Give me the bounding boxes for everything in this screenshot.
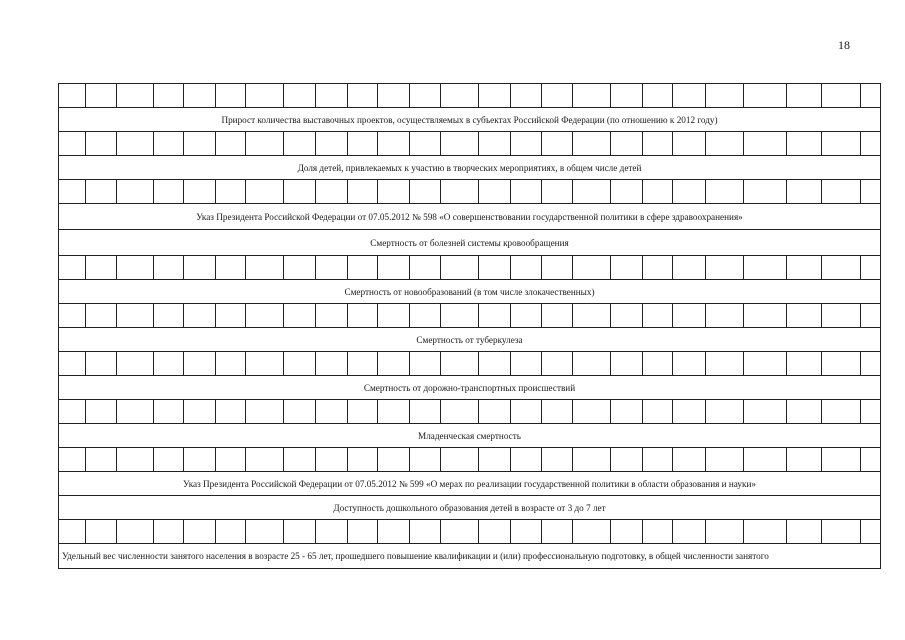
column-divider: [153, 520, 154, 543]
column-divider: [705, 304, 706, 327]
column-divider: [610, 448, 611, 471]
column-divider: [440, 132, 441, 155]
column-divider: [245, 304, 246, 327]
section-label-row: [59, 230, 880, 256]
empty-grid-row: [59, 448, 880, 472]
column-divider: [705, 448, 706, 471]
empty-grid-row: [59, 400, 880, 424]
column-divider: [541, 304, 542, 327]
column-divider: [510, 400, 511, 423]
row-label: Указ Президента Российской Федерации от 07.05.2012 № 598 «О совершенствовании государственной политики в сфере здравоохранения»: [196, 211, 743, 222]
column-divider: [642, 256, 643, 279]
column-divider: [610, 400, 611, 423]
column-divider: [183, 400, 184, 423]
column-divider: [440, 352, 441, 375]
column-divider: [672, 84, 673, 107]
column-divider: [510, 132, 511, 155]
column-divider: [672, 400, 673, 423]
column-divider: [116, 180, 117, 203]
column-divider: [440, 448, 441, 471]
column-divider: [541, 180, 542, 203]
column-divider: [377, 180, 378, 203]
section-label-row: [59, 328, 880, 352]
column-divider: [478, 256, 479, 279]
column-divider: [215, 448, 216, 471]
column-divider: [821, 400, 822, 423]
column-divider: [283, 400, 284, 423]
column-divider: [409, 448, 410, 471]
column-divider: [610, 180, 611, 203]
column-divider: [347, 132, 348, 155]
column-divider: [743, 352, 744, 375]
row-label: Смертность от болезней системы кровообращения: [370, 237, 569, 248]
column-divider: [283, 352, 284, 375]
column-divider: [743, 180, 744, 203]
column-divider: [610, 84, 611, 107]
column-divider: [860, 448, 861, 471]
column-divider: [153, 132, 154, 155]
column-divider: [283, 132, 284, 155]
empty-grid-row: [59, 352, 880, 376]
row-label: Доступность дошкольного образования детей в возрасте от 3 до 7 лет: [333, 502, 606, 513]
column-divider: [85, 520, 86, 543]
column-divider: [821, 304, 822, 327]
column-divider: [183, 256, 184, 279]
column-divider: [541, 132, 542, 155]
column-divider: [440, 256, 441, 279]
column-divider: [283, 256, 284, 279]
column-divider: [347, 352, 348, 375]
row-label: Прирост количества выставочных проектов, осуществляемых в субъектах Российской Федерации (по отношению к 2012 году): [221, 114, 718, 125]
column-divider: [245, 256, 246, 279]
column-divider: [572, 304, 573, 327]
column-divider: [541, 84, 542, 107]
column-divider: [510, 520, 511, 543]
column-divider: [541, 520, 542, 543]
column-divider: [347, 448, 348, 471]
column-divider: [821, 132, 822, 155]
column-divider: [821, 180, 822, 203]
column-divider: [377, 132, 378, 155]
section-label-row: [59, 544, 880, 568]
column-divider: [478, 400, 479, 423]
row-label: Смертность от новообразований (в том числе злокачественных): [344, 286, 595, 297]
column-divider: [705, 400, 706, 423]
column-divider: [743, 84, 744, 107]
column-divider: [315, 180, 316, 203]
section-label-row: [59, 376, 880, 400]
column-divider: [85, 180, 86, 203]
column-divider: [572, 256, 573, 279]
column-divider: [153, 352, 154, 375]
column-divider: [215, 180, 216, 203]
empty-grid-row: [59, 304, 880, 328]
section-label-row: [59, 108, 880, 132]
column-divider: [743, 400, 744, 423]
column-divider: [510, 256, 511, 279]
column-divider: [245, 180, 246, 203]
column-divider: [860, 352, 861, 375]
column-divider: [478, 180, 479, 203]
column-divider: [705, 256, 706, 279]
column-divider: [541, 400, 542, 423]
column-divider: [860, 132, 861, 155]
column-divider: [116, 84, 117, 107]
column-divider: [786, 352, 787, 375]
column-divider: [510, 84, 511, 107]
column-divider: [153, 448, 154, 471]
column-divider: [409, 84, 410, 107]
column-divider: [672, 132, 673, 155]
column-divider: [409, 180, 410, 203]
section-label-row: [59, 496, 880, 520]
column-divider: [672, 352, 673, 375]
column-divider: [215, 256, 216, 279]
column-divider: [153, 400, 154, 423]
column-divider: [510, 180, 511, 203]
column-divider: [478, 352, 479, 375]
column-divider: [283, 180, 284, 203]
column-divider: [377, 400, 378, 423]
column-divider: [315, 352, 316, 375]
row-label: Младенческая смертность: [418, 430, 521, 441]
column-divider: [215, 84, 216, 107]
column-divider: [610, 352, 611, 375]
column-divider: [860, 520, 861, 543]
column-divider: [478, 304, 479, 327]
column-divider: [315, 132, 316, 155]
column-divider: [860, 180, 861, 203]
column-divider: [215, 352, 216, 375]
column-divider: [85, 352, 86, 375]
column-divider: [283, 84, 284, 107]
column-divider: [315, 84, 316, 107]
column-divider: [116, 256, 117, 279]
column-divider: [541, 448, 542, 471]
column-divider: [409, 256, 410, 279]
column-divider: [705, 132, 706, 155]
section-label-row: [59, 424, 880, 448]
column-divider: [786, 520, 787, 543]
column-divider: [642, 132, 643, 155]
column-divider: [705, 352, 706, 375]
column-divider: [786, 180, 787, 203]
column-divider: [409, 132, 410, 155]
empty-grid-row: [59, 256, 880, 280]
column-divider: [786, 400, 787, 423]
column-divider: [347, 180, 348, 203]
column-divider: [440, 520, 441, 543]
column-divider: [85, 132, 86, 155]
column-divider: [215, 520, 216, 543]
column-divider: [478, 520, 479, 543]
section-label-row: [59, 280, 880, 304]
column-divider: [705, 520, 706, 543]
empty-grid-row: [59, 132, 880, 156]
column-divider: [510, 352, 511, 375]
column-divider: [786, 304, 787, 327]
column-divider: [572, 84, 573, 107]
column-divider: [283, 448, 284, 471]
column-divider: [705, 84, 706, 107]
column-divider: [315, 304, 316, 327]
column-divider: [478, 84, 479, 107]
page-number: 18: [838, 38, 850, 52]
section-label-row: [59, 472, 880, 496]
column-divider: [183, 84, 184, 107]
column-divider: [116, 520, 117, 543]
column-divider: [743, 132, 744, 155]
column-divider: [215, 400, 216, 423]
column-divider: [85, 304, 86, 327]
column-divider: [183, 132, 184, 155]
column-divider: [153, 256, 154, 279]
column-divider: [743, 304, 744, 327]
column-divider: [283, 304, 284, 327]
column-divider: [409, 400, 410, 423]
column-divider: [183, 352, 184, 375]
column-divider: [610, 304, 611, 327]
column-divider: [183, 448, 184, 471]
indicator-table: [58, 83, 881, 569]
column-divider: [347, 256, 348, 279]
column-divider: [743, 520, 744, 543]
column-divider: [85, 84, 86, 107]
column-divider: [183, 304, 184, 327]
column-divider: [245, 132, 246, 155]
column-divider: [642, 352, 643, 375]
row-label: Удельный вес численности занятого населения в возрасте 25 - 65 лет, прошедшего повышение квалификации и (или) профессиональную подготовку, в общей численности занятого: [62, 551, 769, 561]
column-divider: [215, 132, 216, 155]
column-divider: [860, 400, 861, 423]
column-divider: [440, 400, 441, 423]
column-divider: [672, 304, 673, 327]
column-divider: [315, 256, 316, 279]
column-divider: [215, 304, 216, 327]
column-divider: [315, 520, 316, 543]
column-divider: [821, 352, 822, 375]
column-divider: [786, 448, 787, 471]
column-divider: [377, 304, 378, 327]
column-divider: [183, 180, 184, 203]
column-divider: [440, 180, 441, 203]
column-divider: [440, 304, 441, 327]
column-divider: [116, 352, 117, 375]
empty-grid-row: [59, 84, 880, 108]
column-divider: [821, 448, 822, 471]
column-divider: [705, 180, 706, 203]
column-divider: [541, 352, 542, 375]
column-divider: [116, 304, 117, 327]
column-divider: [572, 448, 573, 471]
column-divider: [315, 448, 316, 471]
row-label: Доля детей, привлекаемых к участию в творческих мероприятиях, в общем числе детей: [297, 162, 642, 173]
column-divider: [572, 180, 573, 203]
column-divider: [478, 132, 479, 155]
column-divider: [116, 400, 117, 423]
column-divider: [377, 520, 378, 543]
column-divider: [541, 256, 542, 279]
column-divider: [347, 304, 348, 327]
column-divider: [245, 352, 246, 375]
column-divider: [610, 520, 611, 543]
column-divider: [572, 352, 573, 375]
column-divider: [116, 448, 117, 471]
column-divider: [347, 400, 348, 423]
column-divider: [572, 400, 573, 423]
column-divider: [85, 256, 86, 279]
column-divider: [672, 448, 673, 471]
column-divider: [478, 448, 479, 471]
column-divider: [245, 448, 246, 471]
column-divider: [245, 400, 246, 423]
column-divider: [642, 448, 643, 471]
column-divider: [85, 448, 86, 471]
column-divider: [409, 304, 410, 327]
column-divider: [510, 304, 511, 327]
column-divider: [860, 256, 861, 279]
column-divider: [440, 84, 441, 107]
column-divider: [672, 520, 673, 543]
section-label-row: [59, 204, 880, 230]
column-divider: [672, 180, 673, 203]
column-divider: [347, 84, 348, 107]
column-divider: [153, 304, 154, 327]
column-divider: [642, 520, 643, 543]
column-divider: [377, 448, 378, 471]
column-divider: [672, 256, 673, 279]
row-label: Смертность от туберкулеза: [416, 334, 523, 345]
column-divider: [315, 400, 316, 423]
column-divider: [153, 84, 154, 107]
row-label: Указ Президента Российской Федерации от 07.05.2012 № 599 «О мерах по реализации государственной политики в области образования и науки»: [183, 478, 756, 489]
column-divider: [860, 304, 861, 327]
row-label: Смертность от дорожно-транспортных происшествий: [363, 382, 576, 393]
column-divider: [409, 352, 410, 375]
column-divider: [642, 84, 643, 107]
column-divider: [245, 520, 246, 543]
column-divider: [377, 84, 378, 107]
column-divider: [572, 132, 573, 155]
column-divider: [245, 84, 246, 107]
column-divider: [610, 132, 611, 155]
column-divider: [642, 304, 643, 327]
column-divider: [572, 520, 573, 543]
column-divider: [642, 400, 643, 423]
column-divider: [116, 132, 117, 155]
column-divider: [786, 256, 787, 279]
column-divider: [283, 520, 284, 543]
column-divider: [85, 400, 86, 423]
column-divider: [610, 256, 611, 279]
column-divider: [377, 352, 378, 375]
column-divider: [153, 180, 154, 203]
column-divider: [743, 448, 744, 471]
column-divider: [183, 520, 184, 543]
column-divider: [409, 520, 410, 543]
column-divider: [821, 84, 822, 107]
column-divider: [743, 256, 744, 279]
column-divider: [860, 84, 861, 107]
column-divider: [786, 84, 787, 107]
column-divider: [377, 256, 378, 279]
column-divider: [821, 520, 822, 543]
column-divider: [510, 448, 511, 471]
column-divider: [642, 180, 643, 203]
empty-grid-row: [59, 180, 880, 204]
column-divider: [786, 132, 787, 155]
empty-grid-row: [59, 520, 880, 544]
section-label-row: [59, 156, 880, 180]
column-divider: [347, 520, 348, 543]
column-divider: [821, 256, 822, 279]
